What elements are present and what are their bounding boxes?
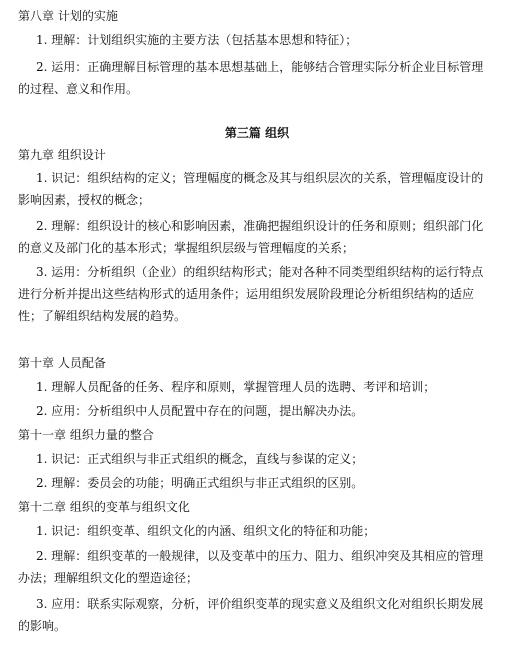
- chapter-8-item-2: [18, 56, 496, 100]
- chapter-9-section: [18, 145, 496, 327]
- chapter-8-item-2-line-2: 的过程、意义和作用。: [18, 82, 139, 96]
- chapter-9-title: 第九章 组织设计: [18, 148, 106, 162]
- chapter-9-item-1-line-2: 影响因素，授权的概念；: [18, 193, 151, 207]
- chapter-9-item-1-line-1: 1. 识记：组织结构的定义；管理幅度的概念及其与组织层次的关系，管理幅度设计的: [36, 171, 484, 185]
- chapter-12-item-2: [18, 545, 496, 589]
- chapter-8-item-1: 1. 理解：计划组织实施的主要方法（包括基本思想和特征）；: [36, 33, 358, 47]
- chapter-10-item-1: 1. 理解人员配备的任务、程序和原则，掌握管理人员的选聘、考评和培训；: [36, 380, 436, 394]
- chapter-12-section: [18, 497, 496, 637]
- chapter-10-item-2: 2. 应用：分析组织中人员配置中存在的问题，提出解决办法。: [36, 404, 364, 418]
- chapter-8-title: 第八章 计划的实施: [18, 9, 118, 23]
- chapter-9-item-1: [18, 167, 496, 211]
- chapter-9-item-2-line-2: 的意义及部门化的基本形式；掌握组织层级与管理幅度的关系；: [18, 241, 355, 255]
- chapter-12-item-2-line-1: 2. 理解：组织变革的一般规律，以及变革中的压力、阻力、组织冲突及其相应的管理: [36, 549, 484, 563]
- chapter-12-item-3-line-2: 的影响。: [18, 619, 67, 633]
- chapter-9-item-3: [18, 261, 496, 327]
- chapter-9-item-2: [18, 215, 496, 259]
- spacer: [18, 327, 496, 353]
- chapter-11-title: 第十一章 组织力量的整合: [18, 428, 154, 442]
- chapter-11-section: [18, 425, 496, 493]
- chapter-12-item-3-line-1: 3. 应用：联系实际观察，分析，评价组织变革的现实意义及组织文化对组织长期发展: [36, 597, 484, 611]
- chapter-12-item-3: [18, 593, 496, 637]
- chapter-11-item-2: 2. 理解：委员会的功能；明确正式组织与非正式组织的区别。: [36, 476, 364, 490]
- chapter-9-item-2-line-1: 2. 理解：组织设计的核心和影响因素，准确把握组织设计的任务和原则；组织部门化: [36, 219, 484, 233]
- chapter-10-title: 第十章 人员配备: [18, 356, 106, 370]
- chapter-12-item-1: 1. 识记：组织变革、组织文化的内涵、组织文化的特征和功能；: [36, 524, 376, 538]
- chapter-9-item-3-line-2: 进行分析并提出这些结构形式的适用条件；运用组织发展阶段理论分析组织结构的适应: [18, 287, 475, 301]
- chapter-9-item-3-line-3: 性；了解组织结构发展的趋势。: [18, 309, 187, 323]
- document-page: [18, 6, 496, 637]
- chapter-8-item-2-line-1: 2. 运用：正确理解目标管理的基本思想基础上，能够结合管理实际分析企业目标管理: [36, 60, 484, 74]
- chapter-9-item-3-line-1: 3. 运用：分析组织（企业）的组织结构形式；能对各种不同类型组织结构的运行特点: [36, 265, 484, 279]
- part-3-title: 第三篇 组织: [224, 126, 290, 140]
- spacer: [18, 100, 496, 123]
- chapter-8-section: [18, 6, 496, 100]
- chapter-12-item-2-line-2: 办法；理解组织文化的塑造途径；: [18, 571, 199, 585]
- chapter-11-item-1: 1. 识记：正式组织与非正式组织的概念，直线与参谋的定义；: [36, 452, 364, 466]
- chapter-12-title: 第十二章 组织的变革与组织文化: [18, 500, 190, 514]
- chapter-10-section: [18, 353, 496, 421]
